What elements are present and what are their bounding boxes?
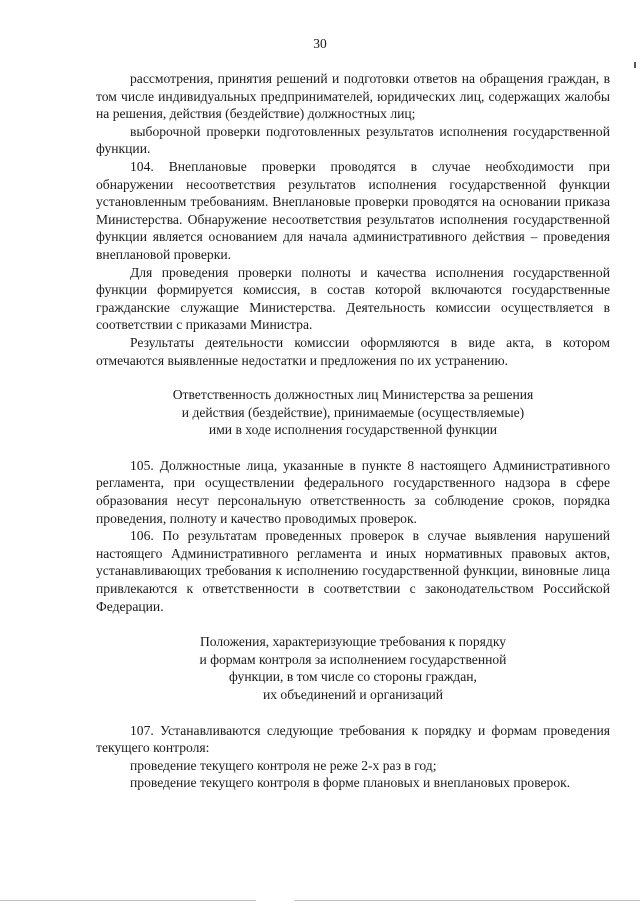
spacer (96, 439, 610, 457)
paragraph-control-frequency: проведение текущего контроля не реже 2-х раз в год; (130, 757, 437, 773)
spacer (96, 615, 610, 633)
paragraph-106: 106. По результатам проведенных проверок в случае выявления нарушений настоящего Административного регламента и иных нормативных правовых актов, устанавливающих требования к исполнению государственной функции, виновные лица привлекаются к ответственности в соответствии с законодательством Российской Федерации. (96, 528, 610, 614)
heading-line: функции, в том числе со стороны граждан, (229, 669, 477, 685)
heading-line: их объединений и организаций (262, 687, 444, 702)
paragraph-commission: Для проведения проверки полноты и качества исполнения государственной функции формируется комиссия, в состав которой включаются государственные гражданские служащие Министерства. Деятельность комиссии осуществляется в соответствии с приказами Министра. (96, 264, 610, 333)
section-heading-responsibility (96, 386, 610, 439)
paragraph-selective-check: выборочной проверки подготовленных результатов исполнения государственной функции. (96, 123, 610, 157)
document-body (96, 70, 610, 792)
heading-line: и действия (бездействие), принимаемые (осуществляемые) (181, 404, 525, 420)
paragraph-105: 105. Должностные лица, указанные в пункте 8 настоящего Административного регламента, при осуществлении федерального государственного надзора в сфере образования несут персональную ответственность за соблюдение сроков, порядка проведения, полноту и качество проводимых проверок. (96, 457, 610, 526)
spacer (96, 369, 610, 386)
heading-line: ими в ходе исполнения государственной функции (208, 422, 498, 438)
paragraph-107: 107. Устанавливаются следующие требования к порядку и формам проведения текущего контроля: (96, 722, 610, 756)
paragraph-commission-results: Результаты деятельности комиссии оформляются в виде акта, в котором отмечаются выявленные недостатки и предложения по их устранению. (96, 334, 610, 368)
margin-mark (634, 62, 636, 68)
spacer (96, 704, 610, 722)
page-number: 30 (313, 36, 327, 51)
heading-line: и формам контроля за исполнением государственной (199, 651, 507, 667)
section-heading-control (96, 633, 610, 703)
heading-line: Положения, характеризующие требования к порядку (199, 634, 507, 650)
paragraph-104: 104. Внеплановые проверки проводятся в случае необходимости при обнаружении несоответствия результатов исполнения государственной функции установленным требованиям. Внеплановые проверки проводятся на основании приказа Министерства. Обнаружение несоответствия результатов исполнения государственной функции является основанием для начала административного действия – проведения внеплановой проверки. (96, 158, 610, 262)
heading-line: Ответственность должностных лиц Министерства за решения (172, 387, 534, 403)
paragraph-control-forms: проведение текущего контроля в форме плановых и внеплановых проверок. (130, 775, 571, 791)
scan-edge-line (0, 900, 640, 901)
paragraph-continuation: рассмотрения, принятия решений и подготовки ответов на обращения граждан, в том числе индивидуальных предпринимателей, юридических лиц, содержащих жалобы на решения, действия (бездействие) должностных лиц; (96, 71, 610, 122)
